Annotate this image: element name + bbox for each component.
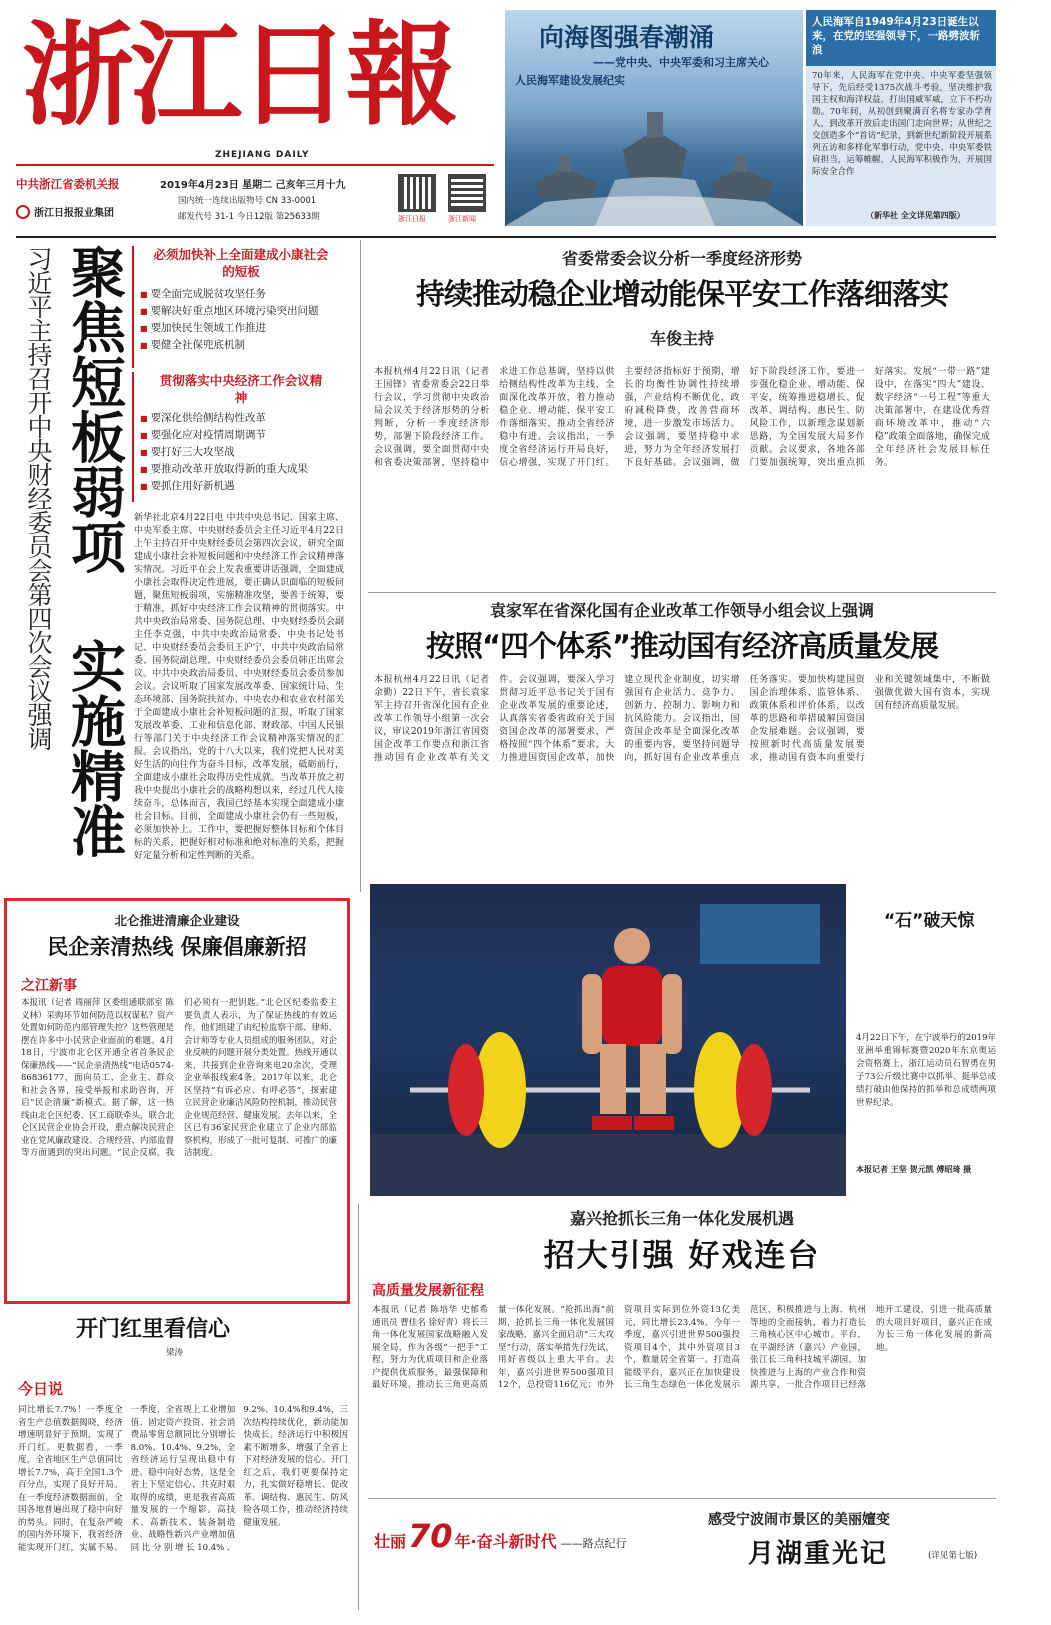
article-divider [368,592,996,593]
box-title: 民企亲清热线 保廉倡廉新招 [47,935,307,959]
article-1-body: 本报杭州4月22日讯（记者 王国锋）省委常委会22日举行会议，学习贯彻中央政治局会议关于经济形势的分析判断，分析一季度经济形势，部署下阶段经济工作。会议强调，要全面贯彻中央和省委决策部署，坚持稳中求进工作总基调，坚持以供给侧结构性改革为主线，全面深化改革开放，着力推动稳企业、增动能、保平安工作落细落实，推动全省经济稳中有进。会议指出，一季度全省经济运行开局良好，信心增强，实现了开门红。主要经济指标好于预期，增长的均衡性协调性持续增强，产业结构不断优化，政府减税降费，改善营商环境，进一步激发市场活力。会议强调，要坚持稳中求进，努力为全年经济发展打下良好基础。会议强调，做好下阶段经济工作，要进一步强化稳企业、增动能、保平安，统筹推进稳增长、促改革、调结构、惠民生、防风险工作，以新理念谋划新思路，为全国发展大局多作贡献。会议要求，各地各部门要加强统筹，突出重点抓好落实。发展“一带一路”建设中，在落实“四大”建设、数字经济“一号工程”等重大决策部署中，在建设优秀营商环境改革中，推动“六稳”政策全面落地，确保完成全年经济社会发展目标任务。 [374,367,990,468]
column-divider [360,240,361,892]
group-name: 浙江日报报业集团 [34,208,114,219]
banner-subtitle: ——党中央、中央军委和习主席关心 [593,56,769,69]
lead-box-1-item: ■ 要加快民生领域工作推进 [140,320,342,337]
masthead-rule [16,164,494,166]
lead-box-1-list [140,286,342,354]
article-2-kicker: 袁家军在省深化国有企业改革工作领导小组会议上强调 [489,601,874,620]
column-title: 开门红里看信心 [76,1317,231,1342]
column-author: 梁涛 [166,1348,184,1358]
box-body: 本报讯（记者 周丽萍 区委组通联部室 陈 义林）采购环节如何防范以权谋私？资产处置如何防范内部管理失控？这些管理是摆在许多中小民营企业面前的难题。4月18日，宁波市北仑区开通全省首条民企保廉热线——“民企亲清热线”电话0574-86836177，面向员工、企业主、群众和社会各界，接受举报和求助咨询，开启“民企清廉”新模式。据了解，这一热线由北仑区纪委、区工商联牵头，联合北仑区民营企业协会开设，重点解决民营企业在党风廉政建设、合规经营、内部监督等方面遇到的突出问题。“民企反腐，我们必须有一把钥匙。”北仑区纪委监委主要负责人表示，为了保证热线的有效运作，他们组建了由纪检监察干部、律师、会计师等专业人员组成的服务团队，对企业反映的问题开展分类处置。热线开通以来，共接到企业咨询来电20余次，受理企业举报线索4条。2017年以来，北仑区坚持“有诉必应、有呼必答”，探索建立民营企业廉洁风险防控机制，推动民营企业规范经营、健康发展。去年以来，全区已有36家民营企业建立了企业内部监察机构，形成了一批可复制、可推广的廉洁制度。 [21,998,337,1158]
top-divider [16,236,996,238]
photo-title: “石”破天惊 [884,911,975,931]
article-2-body: 本报杭州4月22日讯（记者 余勤）22日下午，省长袁家军主持召开省深化国有企业改革工作领导小组第一次会议，审议2019年浙江省国资国企改革工作要点和浙江省推动国有企业改革有关文件。会议强调，要深入学习贯彻习近平总书记关于国有企业改革发展的重要论述，认真落实省委省政府关于国资国企改革的部署要求，严格按照“四个体系”要求，大力推进国资国企改革，加快建立现代企业制度，切实增强国有企业活力、竞争力、创新力、控制力、影响力和抗风险能力。会议指出，国资国企改革是全面深化改革的重要内容，要坚持问题导向，抓好国有企业改革重点任务落实。要加快构建国资国企治理体系、监管体系、政策体系和评价体系，以改革的思路和举措破解国资国企发展难题。会议强调，要按照新时代高质量发展要求，推动国有资本向重要行业和关键领域集中，不断做强做优做大国有资本，实现国有经济高质量发展。 [374,675,990,763]
article-1-title: 持续推动稳企业增动能保平安工作落细落实 [415,277,948,311]
lead-box-2-item: ■ 要推动改革开放取得新的重大成果 [140,461,342,478]
column-body: 同比增长7.7%！一季度全省生产总值数据揭晓，经济增速明显好于预期，实现了开门红。更数据看，一季度，全省地区生产总值同比增长7.7%，高于全国1.3个百分点，实现了良好开局。在一季度经济数据面前，全国各地普遍出现了稳中向好的势头。同时，在复杂严峻的国内外环境下，我省经济能实现开门红，实属不易。一季度，全省规上工业增加值、固定资产投资、社会消费品零售总额同比分别增长8.0%、10.4%、9.2%，全省经济运行呈现出稳中有进、稳中向好态势，这是全省上下坚定信心、共克时艰取得的成绩，更是我省高质量发展的一个缩影。高技术、高新技术、装备制造业、战略性新兴产业增加值同比分别增长10.4%、9.2%、10.4%和9.4%，三次结构持续优化，新动能加快成长。经济运行中积极因素不断增多，增强了全省上下对经济发展的信心。开门红之后，我们更要保持定力，扎实做好稳增长、促改革、调结构、惠民生、防风险各项工作，推动经济持续健康发展。 [18,1405,348,1553]
column-divider-2 [358,1204,359,1610]
lead-box-2-list [140,410,342,495]
highlight-box[interactable] [4,898,350,1304]
party-org-label: 中共浙江省委机关报 [16,177,120,191]
lead-body: 新华社北京4月22日电 中共中央总书记、国家主席、中央军委主席、中央财经委员会主任习近平4月22日上午主持召开中央财经委员会第四次会议，研究全面建成小康社会补短板问题和中央经济工作会议精神落实情况。习近平在会上发表重要讲话强调，全面建成小康社会取得决定性进展，要正确认识面临的短板问题，聚焦短板弱项，实施精准攻坚，要善于统筹，要于精准，抓好中央经济工作会议精神的贯彻落实。中共中央政治局常委、国务院总理、中央财经委员会副主任李克强，中共中央政治局常委、中央书记处书记、中央财经委员会委员王沪宁，中共中央政治局常委、国务院副总理、中央财经委员会委员韩正出席会议。中共中央政治局委员、中央财经委员会委员参加会议。会议听取了国家发展改革委、国家统计局、生态环境部、国务院扶贫办、中央农办和农业农村部关于全面建成小康社会补短板问题的汇报，听取了国家发展改革委、工业和信息化部、财政部、中国人民银行等部门关于中央经济工作会议精神落实情况的汇报。会议指出，党的十八大以来，我们党把人民对美好生活的向往作为奋斗目标，改革发展，砥砺前行，全面建成小康社会取得历史性成就。当改革开放之初我中央提出小康社会的战略构想以来，经过几代人接续奋斗，总体而言，我国已经基本实现全面建成小康社会目标。目前，全面建成小康社会仍有一些短板，必须加快补上。工作中，要把握好整体目标和个体目标的关系，把握好相对标准和绝对标准的关系，把握好定量分析和定性判断的关系。 [134,513,344,861]
article-3-body: 本报讯（记者 陈培华 史郁希 通讯员 曹佳名 徐好青）将长三角一体化发展国家战略融入发展全局，作为各级“一把手”工程，努力为优质项目和企业落户提供优质服务，最强保障和最好环境，推动长三角更高质量一体化发展。“抢抓出海”前期，抢抓长三角一体化发展国家战略，嘉兴全面启动“三大攻坚”行动，落实举措先行先试，用好省级以上重大平台。去年，嘉兴引进世界500强项目12个，总投资116亿元；市外资项目实际到位外资13亿美元，同比增长23.4%。今年一季度，嘉兴引进世界500强投资项目4个，其中外资项目3个，数量居全省第一。打造高能级平台，嘉兴正在加快建设长三角生态绿色一体化发展示范区，积极推进与上海、杭州等地的全面接轨，着力打造长三角核心区中心城市。平台，在平湖经济（嘉兴）产业园，张江长三角科技城平湖园，加快推进与上海的产业合作和资源共享，一批合作项目已经落地开工建设，引进一批高质量的大项目好项目，嘉兴正在成为长三角一体化发展的新高地。 [372,1305,992,1390]
lead-box-1 [132,246,342,368]
article-3-kicker: 嘉兴抢抓长三角一体化发展机遇 [569,1209,794,1228]
weightlifter-illustration [370,884,846,1196]
lead-box-1-title: 必须加快补上全面建成小康社会的短板 [153,247,329,279]
banner-side-credit: （新华社 全文详见第四版） [866,211,965,220]
lead-vertical-subtitle: 习近平主持召开中央财经委员会第四次会议强调 [24,246,53,750]
qr-code-zjxw[interactable] [448,174,486,212]
footer-title: 月湖重光记 [748,1539,889,1569]
lead-box-1-item: ■ 要解决好重点地区环境污染突出问题 [140,303,342,320]
banner-side-text: 70年来，人民海军在党中央、中央军委坚强领导下，先后经受1375次战斗考验，坚决维护我国主权和海洋权益，打出国威军威，立下不朽功勋。70年间，从初创到聚满百名将专家办学育人，到改革开放后走出国门走向世界；从世纪之交创造多个“首访”纪录，到新世纪新阶段开展系列五访和多样化军事行动，党中央、中央军委铁肩担当，运筹帷幄，人民海军积极作为，开展国际安全合作 [812,71,992,177]
lead-box-2-title: 贯彻落实中央经济工作会议精神 [159,373,323,405]
lead-box-2-item: ■ 要打好三大攻坚战 [140,444,342,461]
date-line: 2019年4月23日 星期二 己亥年三月十九 [160,180,346,191]
group-logo-icon [16,205,30,219]
lead-box-2-item: ■ 要强化应对疫情周期调节 [140,427,342,444]
qr-code-zjrb[interactable] [398,174,436,212]
article-3[interactable] [368,1200,996,1496]
post-code: 邮发代号 31-1 今日12版 第25633期 [178,212,320,222]
lead-box-2-item: ■ 要深化供给侧结构性改革 [140,410,342,427]
cn-number: 国内统一连续出版物号 CN 33-0001 [178,196,317,206]
warships-image [505,90,803,226]
box-kicker: 北仑推进清廉企业建设 [114,913,240,928]
article-1-kicker: 省委常委会议分析一季度经济形势 [561,249,802,268]
newspaper-title-en: ZHEJIANG DAILY [215,150,310,160]
lead-box-2 [132,372,342,502]
series-logo [374,1517,627,1555]
qr-label-zjrb: 浙江日报 [398,215,426,223]
article-3-column-label: 高质量发展新征程 [372,1283,484,1299]
lead-box-1-item: ■ 要健全社保兜底机制 [140,337,342,354]
banner-title: 向海图强春潮涌 [539,23,715,52]
footer-banner[interactable] [368,1498,996,1610]
series-sub: ——路点纪行 [560,1537,627,1550]
qr-label-zjxw: 浙江新闻 [448,215,476,223]
photo-credit: 本报记者 王坚 贺元凯 傅昭琦 摄 [856,1165,972,1174]
column-label: 今日说 [18,1380,64,1398]
banner-side-head: 人民海军自1949年4月23日诞生以来，在党的坚强领导下，一路劈波斩浪 [806,10,996,66]
banner-subtitle-2: 人民海军建设发展纪实 [515,74,625,87]
banner[interactable] [505,10,803,226]
masthead [0,0,500,235]
article-1[interactable] [368,242,996,590]
group-logo [16,204,114,219]
article-1-byline: 车俊主持 [649,329,714,348]
series-suffix: 年·奋斗新时代 [454,1532,557,1551]
article-2[interactable] [368,594,996,878]
footer-kicker: 感受宁波闹市景区的美丽嬗变 [708,1512,890,1528]
lead-box-2-item: ■ 要抓住用好新机遇 [140,478,342,495]
photo-caption: 4月22日下午，在宁波举行的2019年亚洲举重锦标赛暨2020年东京奥运会资格赛上，浙江运动员石智勇在男子73公斤级比赛中以抓举、挺举总成绩打破由他保持的抓举和总成绩两项世界纪录。 [856,1033,996,1108]
lead-box-1-item: ■ 要全面完成脱贫攻坚任务 [140,286,342,303]
box-column-label: 之江新事 [21,978,77,994]
article-2-title: 按照“四个体系”推动国有经济高质量发展 [425,629,939,663]
footer-ref: (详见第七版) [928,1551,978,1561]
lead-vertical-title: 聚焦短板弱项 实施精准 [62,244,126,858]
newspaper-title: 浙江日報 [22,10,454,141]
weightlifting-photo[interactable] [370,884,846,1196]
article-3-title: 招大引强 好戏连台 [543,1238,821,1274]
banner-side-panel [806,10,996,226]
series-number: 70 [408,1517,453,1555]
series-prefix: 壮丽 [374,1532,407,1551]
